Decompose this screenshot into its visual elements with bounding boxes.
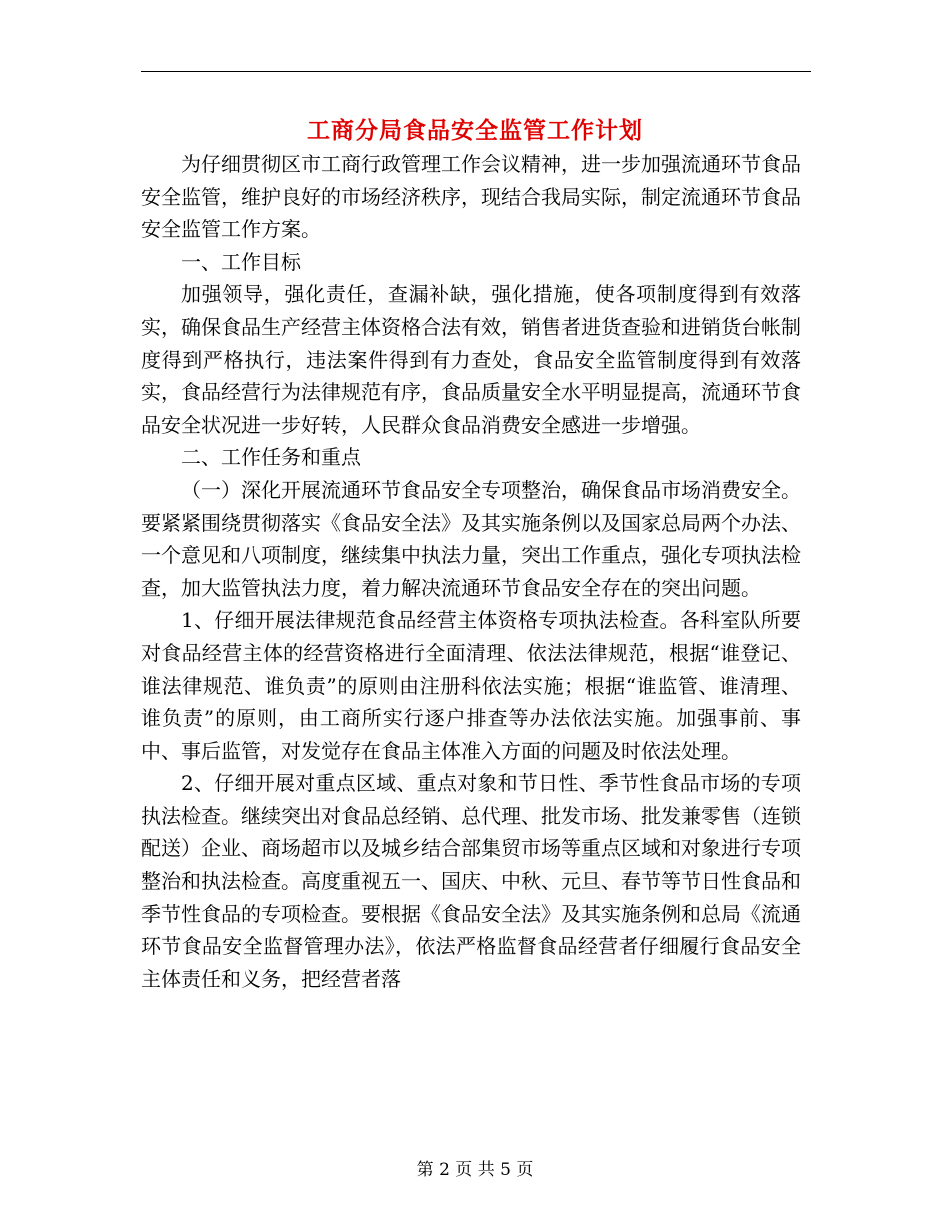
- task-1-paragraph: （一）深化开展流通环节食品安全专项整治，确保食品市场消费安全。要紧紧围绕贯彻落实《食品安全法》及其实施条例以及国家总局两个办法、一个意见和八项制度，继续集中执法力量，突出工作重点，强化专项执法检查，加大监管执法力度，着力解决流通环节食品安全存在的突出问题。: [141, 477, 801, 600]
- document-body: [141, 148, 801, 995]
- page-number-footer: 第 2 页 共 5 页: [416, 1160, 534, 1180]
- document-title: 工商分局食品安全监管工作计划: [307, 117, 643, 144]
- header-rule: [141, 71, 811, 72]
- intro-paragraph: 为仔细贯彻区市工商行政管理工作会议精神，进一步加强流通环节食品安全监管，维护良好的市场经济秩序，现结合我局实际，制定流通环节食品安全监管工作方案。: [141, 152, 801, 242]
- task-1-1-paragraph: 1、仔细开展法律规范食品经营主体资格专项执法检查。各科室队所要对食品经营主体的经营资格进行全面清理、依法法律规范，根据“谁登记、谁法律规范、谁负责”的原则由注册科依法实施；根据“谁监管、谁清理、谁负责”的原则，由工商所实行逐户排查等办法依法实施。加强事前、事中、事后监管，对发觉存在食品主体准入方面的问题及时依法处理。: [141, 608, 801, 763]
- goals-paragraph: 加强领导，强化责任，查漏补缺，强化措施，使各项制度得到有效落实，确保食品生产经营主体资格合法有效，销售者进货查验和进销货台帐制度得到严格执行，违法案件得到有力查处，食品安全监管制度得到有效落实，食品经营行为法律规范有序，食品质量安全水平明显提高，流通环节食品安全状况进一步好转，人民群众食品消费安全感进一步增强。: [141, 282, 801, 437]
- section-heading-tasks: 二、工作任务和重点: [181, 445, 361, 470]
- section-heading-goals: 一、工作目标: [181, 249, 301, 274]
- task-1-2-paragraph: 2、仔细开展对重点区域、重点对象和节日性、季节性食品市场的专项执法检查。继续突出对食品总经销、总代理、批发市场、批发兼零售（连锁配送）企业、商场超市以及城乡结合部集贸市场等重点区域和对象进行专项整治和执法检查。高度重视五一、国庆、中秋、元旦、春节等节日性食品和季节性食品的专项检查。要根据《食品安全法》及其实施条例和总局《流通环节食品安全监督管理办法》，依法严格监督食品经营者仔细履行食品安全主体责任和义务，把经营者落: [141, 771, 801, 991]
